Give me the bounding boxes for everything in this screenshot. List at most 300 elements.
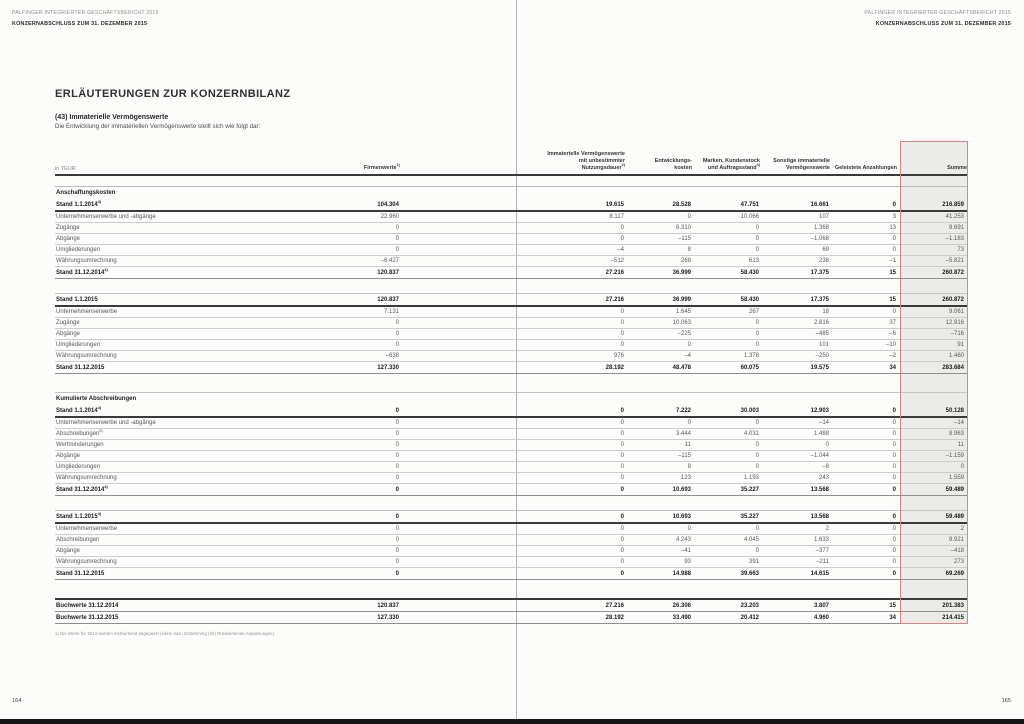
cell-value: –5.821	[945, 258, 964, 264]
cell-value: 0	[892, 513, 896, 520]
row-label: Zugänge	[56, 320, 80, 326]
cell-value: 39.663	[740, 570, 759, 577]
cell-value: 976	[613, 353, 624, 359]
spacer-row	[55, 496, 967, 511]
cell-value: –4	[617, 247, 624, 253]
table-row	[55, 535, 967, 546]
cell-value: 0	[892, 570, 896, 577]
cell-value: 0	[755, 247, 759, 253]
cell-value: 8	[687, 247, 691, 253]
table-row	[55, 307, 967, 318]
cell-value: 0	[395, 486, 399, 493]
cell-value: 17.375	[810, 269, 829, 276]
cell-value: 30.003	[740, 407, 759, 414]
cell-value: 0	[755, 331, 759, 337]
cell-value: 15	[889, 602, 896, 609]
cell-value: 15	[889, 296, 896, 303]
table-row	[55, 223, 967, 234]
cell-value: 268	[680, 258, 691, 264]
cell-value: 1.559	[948, 475, 964, 481]
cell-value: 16.661	[810, 201, 829, 208]
row-label: Buchwerte 31.12.2015	[56, 614, 119, 621]
row-label: Umgliederungen	[56, 464, 101, 470]
cell-value: 14.615	[810, 570, 829, 577]
cell-value: 10.693	[672, 486, 691, 493]
cell-value: –418	[950, 548, 964, 554]
cell-value: 120.837	[377, 296, 399, 303]
cell-value: 1.460	[948, 353, 964, 359]
cell-value: 10.066	[740, 214, 759, 220]
running-header-right	[864, 9, 1011, 29]
column-header: Geleistete Anzahlungen	[834, 164, 897, 171]
page-number-right: 165	[1001, 698, 1011, 704]
cell-value: 216.859	[942, 201, 964, 208]
cell-value: –6.427	[380, 258, 399, 264]
cell-value: 0	[892, 407, 896, 414]
row-label: Buchwerte 31.12.2014	[56, 602, 119, 609]
table-row	[55, 199, 967, 212]
cell-value: 0	[755, 453, 759, 459]
row-label: Zugänge	[56, 225, 80, 231]
row-label: Stand 1.1.2015	[56, 296, 98, 303]
row-label: Abgänge	[56, 548, 81, 554]
cell-value: –115	[678, 453, 691, 459]
cell-value: 120.837	[377, 269, 399, 276]
cell-value: 26.306	[672, 602, 691, 609]
row-label: Währungsumrechnung	[56, 475, 117, 481]
cell-value: 0	[620, 570, 624, 577]
cell-value: 0	[395, 407, 399, 414]
cell-value: 0	[755, 526, 759, 532]
cell-value: 0	[892, 537, 896, 543]
cell-value: 0	[755, 548, 759, 554]
cell-value: 260.872	[942, 269, 964, 276]
cell-value: 0	[755, 236, 759, 242]
cell-value: 17.375	[810, 296, 829, 303]
cell-value: 15	[889, 269, 896, 276]
cell-value: 0	[892, 309, 896, 315]
cell-value: –1.044	[810, 453, 829, 459]
cell-value: 0	[620, 537, 624, 543]
cell-value: 0	[620, 442, 624, 448]
table-row	[55, 418, 967, 429]
cell-value: 201.383	[942, 602, 964, 609]
cell-value: 0	[395, 559, 399, 565]
cell-value: –1.183	[945, 236, 964, 242]
page-number-left: 164	[12, 698, 22, 704]
cell-value: 1.368	[813, 225, 829, 231]
column-header: Firmenwerte$^{1)}$	[363, 163, 400, 171]
cell-value: –638	[385, 353, 399, 359]
cell-value: 0	[620, 225, 624, 231]
cell-value: 0	[395, 464, 399, 470]
cell-value: 0	[395, 548, 399, 554]
table-row	[55, 524, 967, 535]
report-section: KONZERNABSCHLUSS ZUM 31. DEZEMBER 2015	[12, 20, 148, 27]
cell-value: 0	[892, 420, 896, 426]
cell-value: 0	[620, 464, 624, 470]
cell-value: 59.489	[945, 486, 964, 493]
cell-value: 36.999	[672, 269, 691, 276]
spacer-row	[55, 176, 967, 187]
row-label: Unternehmenserwerbe und -abgänge	[56, 420, 156, 426]
row-label: Stand 1.1.2014$^{4)}$	[56, 405, 102, 414]
cell-value: 0	[755, 442, 759, 448]
row-label: Abgänge	[56, 331, 81, 337]
cell-value: 0	[687, 342, 691, 348]
cell-value: 59.489	[945, 513, 964, 520]
cell-value: –250	[815, 353, 829, 359]
table-row	[55, 329, 967, 340]
cell-value: 8.117	[609, 214, 624, 220]
cell-value: 238	[818, 258, 829, 264]
unit-label: in TEUR	[55, 166, 76, 172]
table-row	[55, 546, 967, 557]
table-row	[55, 212, 967, 223]
cell-value: 0	[620, 526, 624, 532]
intangible-assets-table	[55, 141, 967, 624]
cell-value: 391	[748, 559, 759, 565]
table-row	[55, 340, 967, 351]
cell-value: 2	[825, 526, 829, 532]
cell-value: 0	[395, 420, 399, 426]
report-section: KONZERNABSCHLUSS ZUM 31. DEZEMBER 2015	[875, 20, 1011, 27]
table-footnote: 1) Die Werte für 2014 wurden rückwirkend angepasst (siehe dazu Erläuterung (34) Rückwirkende Anpassungen).	[55, 631, 276, 636]
row-label: Kumulierte Abschreibungen	[56, 396, 137, 402]
cell-value: 0	[620, 236, 624, 242]
cell-value: 8.310	[675, 225, 691, 231]
cell-value: 260.872	[942, 296, 964, 303]
cell-value: 0	[395, 537, 399, 543]
column-header: Marken, Kundenstock und Auftragsstand$^{3)}$	[702, 157, 760, 171]
cell-value: 1.378	[743, 353, 759, 359]
cell-value: 0	[620, 420, 624, 426]
cell-value: 34	[889, 614, 896, 621]
cell-value: 22.960	[380, 214, 399, 220]
cell-value: 0	[892, 201, 896, 208]
cell-value: 93	[684, 559, 691, 565]
table-row	[55, 256, 967, 267]
cell-value: –10	[885, 342, 896, 348]
cell-value: 0	[395, 431, 399, 437]
cell-value: 1.488	[813, 431, 829, 437]
cell-value: 0	[620, 309, 624, 315]
cell-value: 0	[395, 513, 399, 520]
cell-value: 3	[892, 214, 896, 220]
cell-value: 0	[620, 453, 624, 459]
row-label: Wertminderungen	[56, 442, 104, 448]
cell-value: 107	[818, 214, 829, 220]
row-label: Umgliederungen	[56, 247, 101, 253]
cell-value: 123	[680, 475, 691, 481]
cell-value: 0	[395, 236, 399, 242]
cell-value: 0	[395, 526, 399, 532]
cell-value: –225	[677, 331, 691, 337]
table-row	[55, 318, 967, 329]
cell-value: 0	[755, 420, 759, 426]
cell-value: 20.412	[740, 614, 759, 621]
cell-value: 214.415	[942, 614, 964, 621]
table-row	[55, 557, 967, 568]
table-row	[55, 462, 967, 473]
report-title: PALFINGER INTEGRIERTER GESCHÄFTSBERICHT 2015	[12, 10, 159, 16]
table-row	[55, 362, 967, 374]
cell-value: 48.478	[672, 364, 691, 371]
cell-value: 69.269	[945, 570, 964, 577]
column-header: Immaterielle Vermögenswerte mit unbestimmter Nutzungsdauer$^{2)}$	[547, 150, 625, 171]
cell-value: 9.691	[948, 225, 964, 231]
cell-value: 0	[395, 570, 399, 577]
row-label: Abschreibungen$^{5)}$	[56, 429, 103, 437]
cell-value: 0	[395, 442, 399, 448]
cell-value: 13	[889, 225, 896, 231]
row-label: Währungsumrechnung	[56, 353, 117, 359]
cell-value: 127.330	[377, 614, 399, 621]
section-row	[55, 393, 967, 405]
cell-value: 12.903	[810, 407, 829, 414]
cell-value: –377	[815, 548, 829, 554]
cell-value: 0	[395, 225, 399, 231]
spacer-row	[55, 580, 967, 598]
cell-value: 127.330	[377, 364, 399, 371]
cell-value: –512	[610, 258, 624, 264]
column-header: Entwicklungs- kosten	[654, 157, 692, 171]
cell-value: –6	[889, 331, 896, 337]
row-label: Unternehmenserwerbe und -abgänge	[56, 214, 156, 220]
cell-value: 0	[395, 247, 399, 253]
cell-value: 27.216	[605, 296, 624, 303]
row-label: Stand 31.12.2015	[56, 364, 105, 371]
cell-value: 13.568	[810, 486, 829, 493]
table-row	[55, 568, 967, 580]
cell-value: 18	[822, 309, 829, 315]
cell-value: 120.837	[377, 602, 399, 609]
cell-value: 36.999	[672, 296, 691, 303]
page-title: ERLÄUTERUNGEN ZUR KONZERNBILANZ	[55, 88, 291, 100]
cell-value: 58.430	[740, 269, 759, 276]
cell-value: 0	[620, 342, 624, 348]
cell-value: 0	[395, 342, 399, 348]
cell-value: 1.633	[813, 537, 829, 543]
cell-value: 0	[620, 431, 624, 437]
cell-value: 0	[620, 331, 624, 337]
row-label: Währungsumrechnung	[56, 559, 117, 565]
cell-value: 4.960	[813, 614, 829, 621]
table-row	[55, 245, 967, 256]
cell-value: –1	[889, 258, 896, 264]
cell-value: 11	[684, 442, 691, 448]
table-row	[55, 612, 967, 624]
cell-value: 0	[892, 559, 896, 565]
row-label: Währungsumrechnung	[56, 258, 117, 264]
cell-value: 8	[687, 464, 691, 470]
row-label: Anschaffungskosten	[56, 190, 116, 196]
cell-value: –14	[818, 420, 829, 426]
table-row	[55, 511, 967, 524]
cell-value: 0	[892, 442, 896, 448]
row-label: Abgänge	[56, 236, 81, 242]
cell-value: 10.063	[672, 320, 691, 326]
cell-value: 0	[755, 342, 759, 348]
cell-value: 0	[892, 526, 896, 532]
cell-value: 14.988	[672, 570, 691, 577]
table-row	[55, 598, 967, 612]
cell-value: 7.222	[675, 407, 691, 414]
table-row	[55, 294, 967, 307]
cell-value: 27.216	[605, 602, 624, 609]
cell-value: 9.921	[948, 537, 964, 543]
cell-value: 58.430	[740, 296, 759, 303]
cell-value: 0	[687, 420, 691, 426]
cell-value: –1.068	[810, 236, 829, 242]
cell-value: –41	[680, 548, 691, 554]
cell-value: –1.159	[945, 453, 964, 459]
cell-value: 0	[620, 486, 624, 493]
cell-value: –2	[889, 353, 896, 359]
footer-bar	[0, 719, 1024, 724]
cell-value: 0	[620, 407, 624, 414]
cell-value: 283.684	[942, 364, 964, 371]
cell-value: 613	[748, 258, 759, 264]
cell-value: –4	[684, 353, 691, 359]
cell-value: 35.227	[740, 513, 759, 520]
cell-value: 2	[960, 526, 964, 532]
cell-value: 0	[892, 548, 896, 554]
row-label: Stand 1.1.2014$^{4)}$	[56, 199, 102, 208]
table-header-row	[55, 141, 967, 176]
cell-value: 0	[755, 225, 759, 231]
cell-value: –485	[815, 331, 829, 337]
cell-value: 0	[892, 475, 896, 481]
cell-value: –14	[953, 420, 964, 426]
cell-value: –716	[950, 331, 964, 337]
cell-value: 33.490	[672, 614, 691, 621]
cell-value: 0	[395, 453, 399, 459]
cell-value: 273	[953, 559, 964, 565]
row-label: Unternehmenserwerbe	[56, 526, 118, 532]
cell-value: 0	[687, 526, 691, 532]
cell-value: 69	[822, 247, 829, 253]
table-row	[55, 351, 967, 362]
cell-value: 4.045	[743, 537, 759, 543]
cell-value: 47.751	[740, 201, 759, 208]
cell-value: 7.131	[383, 309, 399, 315]
cell-value: 104.304	[377, 201, 399, 208]
running-header-left	[12, 9, 159, 29]
table-row	[55, 429, 967, 440]
cell-value: 1.193	[743, 475, 759, 481]
cell-value: 3.807	[813, 602, 829, 609]
cell-value: 0	[755, 464, 759, 470]
cell-value: 0	[620, 559, 624, 565]
cell-value: 50.128	[945, 407, 964, 414]
row-label: Unternehmenserwerbe	[56, 309, 118, 315]
cell-value: 267	[748, 309, 759, 315]
row-label: Stand 1.1.2015$^{4)}$	[56, 511, 102, 520]
cell-value: 0	[892, 247, 896, 253]
cell-value: 23.203	[740, 602, 759, 609]
table-row	[55, 473, 967, 484]
cell-value: 10.693	[672, 513, 691, 520]
cell-value: 34	[889, 364, 896, 371]
cell-value: 28.528	[672, 201, 691, 208]
spacer-row	[55, 374, 967, 393]
table-row	[55, 440, 967, 451]
cell-value: 8.963	[948, 431, 964, 437]
cell-value: 19.615	[605, 201, 624, 208]
cell-value: 0	[892, 453, 896, 459]
cell-value: 0	[960, 464, 964, 470]
cell-value: 73	[957, 247, 964, 253]
cell-value: 11	[957, 442, 964, 448]
cell-value: 13.568	[810, 513, 829, 520]
cell-value: 35.227	[740, 486, 759, 493]
cell-value: 12.916	[945, 320, 964, 326]
table-row	[55, 267, 967, 279]
cell-value: 4.243	[675, 537, 691, 543]
cell-value: 2.816	[813, 320, 829, 326]
cell-value: 0	[825, 442, 829, 448]
cell-value: 0	[395, 475, 399, 481]
cell-value: 0	[620, 513, 624, 520]
table-row	[55, 451, 967, 462]
cell-value: 0	[687, 214, 691, 220]
intro-text: Die Entwicklung der immateriellen Vermögenswerte stellt sich wie folgt dar:	[55, 123, 261, 130]
cell-value: 27.216	[605, 269, 624, 276]
cell-value: –8	[822, 464, 829, 470]
cell-value: 28.192	[605, 364, 624, 371]
note-title: (43) Immaterielle Vermögenswerte	[55, 114, 169, 121]
cell-value: 91	[957, 342, 964, 348]
row-label: Stand 31.12.2014$^{4)}$	[56, 484, 108, 493]
row-label: Abgänge	[56, 453, 81, 459]
cell-value: 0	[620, 320, 624, 326]
cell-value: 243	[818, 475, 829, 481]
cell-value: 0	[395, 320, 399, 326]
cell-value: 9.061	[948, 309, 964, 315]
cell-value: 0	[892, 464, 896, 470]
row-label: Abschreibungen	[56, 537, 100, 543]
table-row	[55, 484, 967, 496]
cell-value: 0	[395, 331, 399, 337]
cell-value: 0	[892, 236, 896, 242]
cell-value: 41.253	[945, 214, 964, 220]
column-header: Summe	[947, 164, 967, 171]
table-row	[55, 234, 967, 245]
table-row	[55, 405, 967, 418]
cell-value: 0	[892, 486, 896, 493]
cell-value: 1.645	[675, 309, 691, 315]
row-label: Umgliederungen	[56, 342, 101, 348]
cell-value: 28.192	[605, 614, 624, 621]
cell-value: 3.444	[675, 431, 691, 437]
page-content	[55, 88, 968, 636]
row-label: Stand 31.12.2015	[56, 570, 105, 577]
spacer-row	[55, 279, 967, 294]
cell-value: 60.075	[740, 364, 759, 371]
report-title: PALFINGER INTEGRIERTER GESCHÄFTSBERICHT 2015	[864, 10, 1011, 16]
cell-value: 4.031	[743, 431, 759, 437]
column-header: Sonstige immaterielle Vermögenswerte	[773, 157, 830, 171]
cell-value: –115	[678, 236, 691, 242]
cell-value: 37	[889, 320, 896, 326]
cell-value: 0	[620, 475, 624, 481]
cell-value: 0	[620, 548, 624, 554]
cell-value: 0	[755, 320, 759, 326]
section-row	[55, 187, 967, 199]
cell-value: 0	[892, 431, 896, 437]
cell-value: 19.575	[810, 364, 829, 371]
